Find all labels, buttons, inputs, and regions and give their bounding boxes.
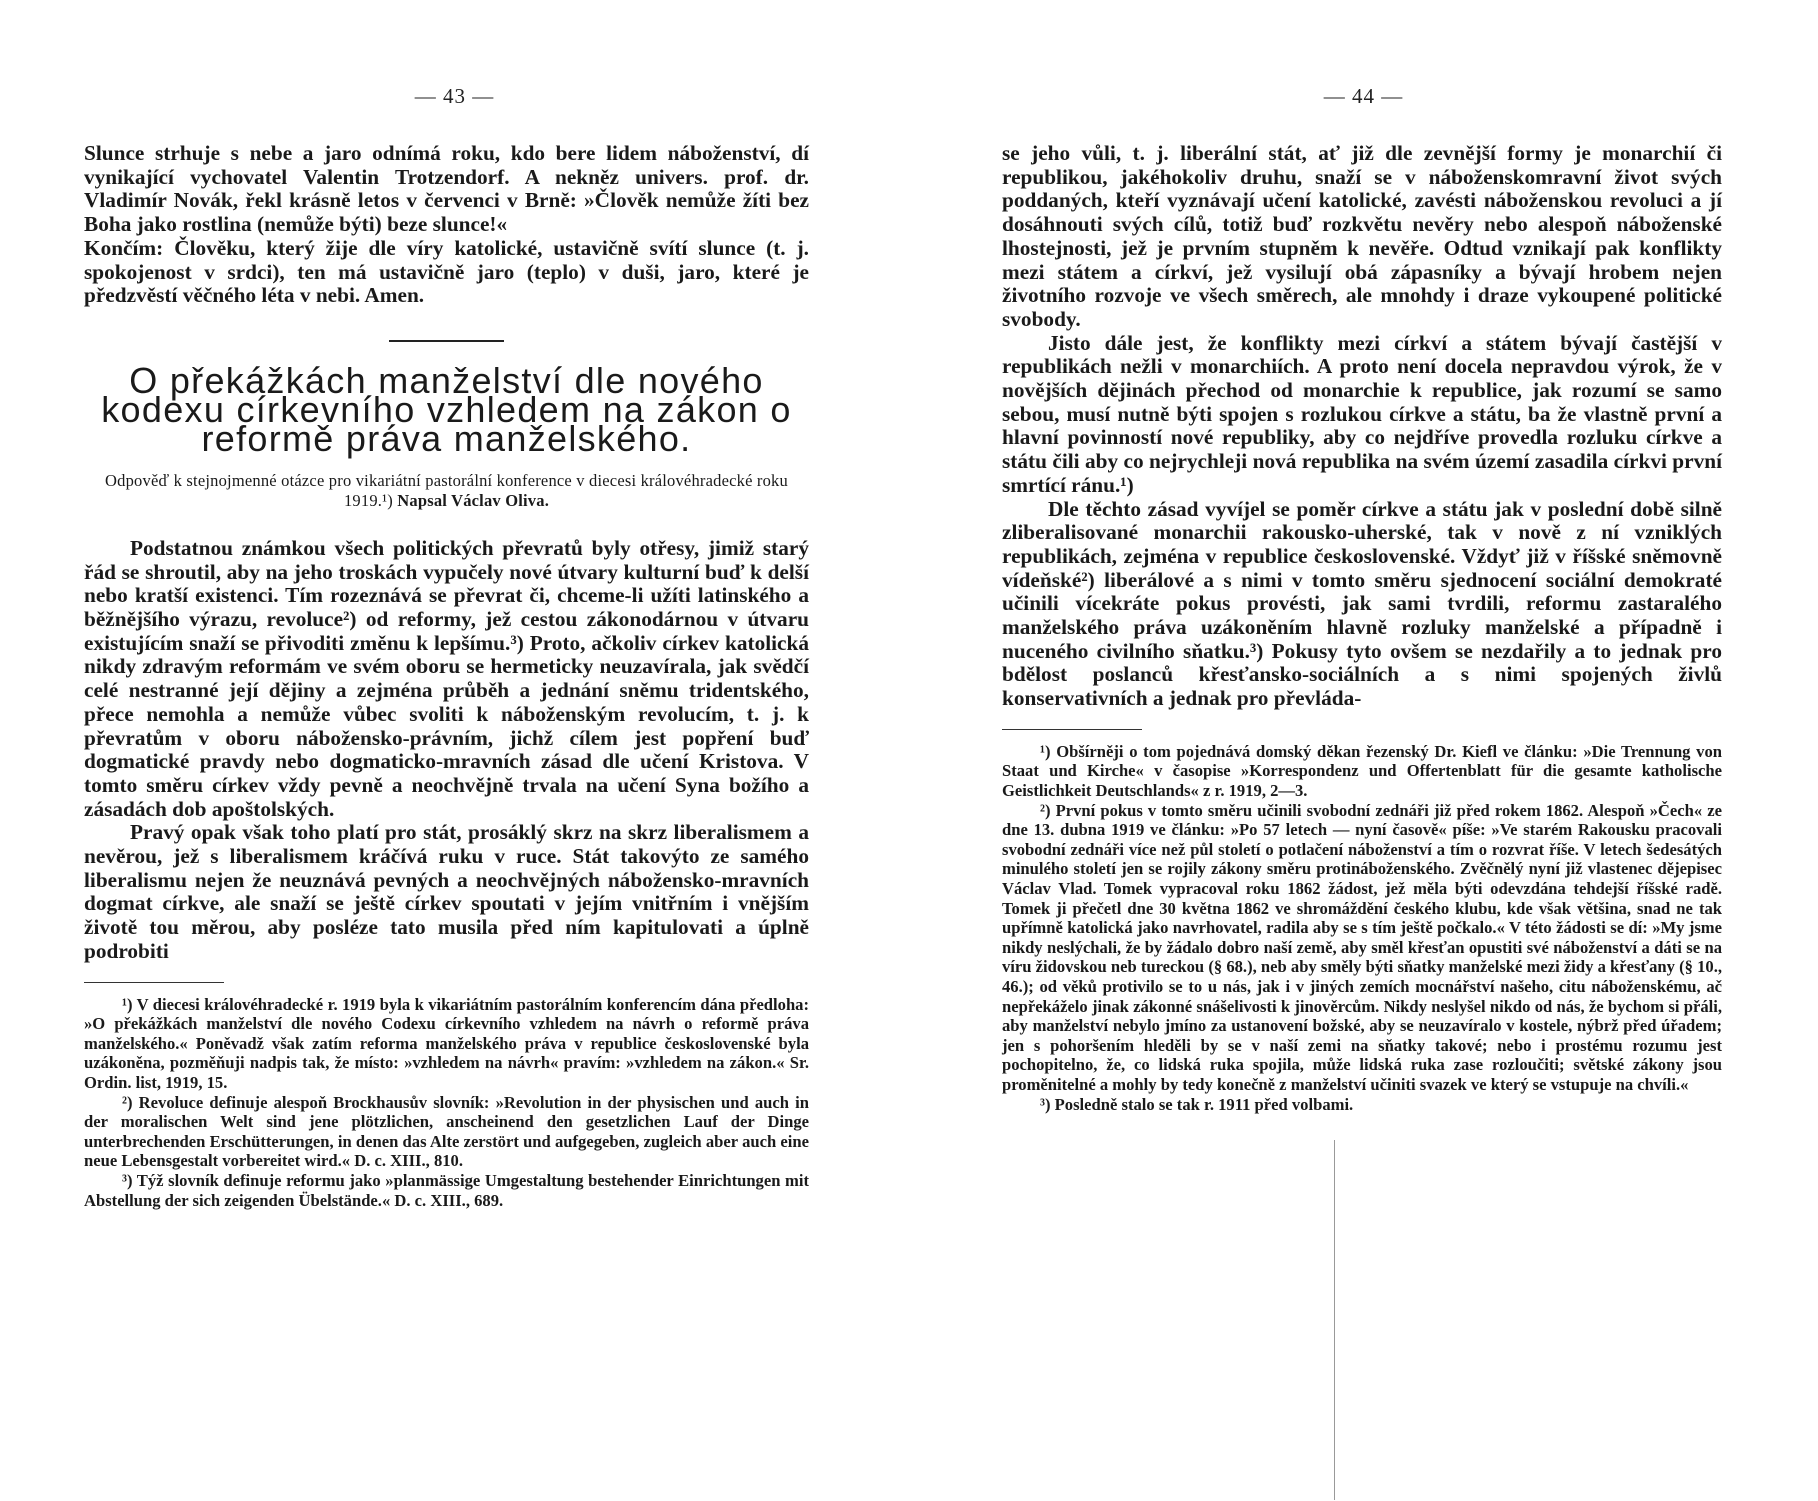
article-author: Napsal Václav Oliva. — [397, 490, 550, 510]
body-paragraph: Dle těchto zásad vyvíjel se poměr církve a státu jak v poslední době silně zliberalisované monarchii rakousko-uherské, tak v nově z ní vzniklých republikách, zejména v republice československé. Vždyť již v říšské sněmovně vídeňské²) liberálové a s nimi v tomto směru sjednocení sociální demokraté učinili vícekráte pokus provésti, jak sami tvrdili, reformu zastaralého manželského práva uzákoněním hlavně rozluky manželské a případně i nuceného civilního sňatku.³) Pokusy tyto ovšem se nezdařily a to jednak pro bdělost poslanců křesťansko-sociálních a s nimi spojených živlů konservativních a jednak pro převláda- — [1002, 496, 1722, 711]
body-paragraph: se jeho vůli, t. j. liberální stát, ať již dle zevnější formy je monarchií či republikou, jakéhokoliv druhu, snaží se v náboženskomravní život svých poddaných, kteří vyznávají učení katolické, zavésti náboženskou revoluci a jí dosáhnouti svých cílů, totiž buď rozkvětu nevěry nebo alespoň náboženské lhostejnosti, jež je prvním stupněm k nevěře. Odtud vznikají pak konflikty mezi státem a církví, jež vysilují obá zápasníky a bývají hrobem nejen životního rozvoje ve všech směrech, ale mnohdy i draze vykoupené politické svobody. — [1002, 141, 1722, 331]
intro-paragraph: Slunce strhuje s nebe a jaro odnímá roku, kdo bere lidem náboženství, dí vynikající vychovatel Valentin Trotzendorf. A nekněz univers. prof. dr. Vladimír Novák, řekl krásně letos v červenci v Brně: »Člověk nemůže žíti bez Boha jako rostlina (nemůže býti) beze slunce!« — [84, 141, 809, 237]
article-paragraph: Pravý opak však toho platí pro stát, prosáklý skrz na skrz liberalismem a nevěrou, jež s liberalismem kráčívá ruku v ruce. Stát takovýto ze samého liberalismu nejen že neuznává pevných a neochvějných nábožensko-mravních dogmat církve, ale snaží se ještě církev spoutati v jejím vnitřním i vnějším životě tou měrou, aby posléze tato musila před ním kapitulovati a úplně podrobiti — [84, 820, 809, 963]
footnote: ¹) V diecesi královéhradecké r. 1919 byla k vikariátním pastorálním konferencím dána předloha: »O překážkách manželství dle nového Codexu církevního vzhledem na návrh o reformě práva manželského.« Poněvadž však zatím reforma manželského práva v republice československé byla uzákoněna, pozměňuji nadpis tak, že místo: »vzhledem na návrh« pravím: »vzhledem na zákon.« Sr. Ordin. list, 1919, 15. — [84, 994, 809, 1092]
article-paragraph: Podstatnou známkou všech politických převratů byly otřesy, jimiž starý řád se shroutil, aby na jeho troskách vypučely nové útvary kulturní buď k delší nebo kratší existenci. Tím rozeznává se převrat či, chceme-li užíti latinského a běžnějšího výrazu, revoluce²) od reformy, jež cestou zákonodárnou v útvaru existujícím snaží se přivoditi změnu k lepšímu.³) Proto, ačkoliv církev katolická nikdy zdravým reformám ve svém oboru se hermeticky neuzavírala, jak svědčí celé nestranné její dějiny a zejména průběh a jednání sněmu tridentského, přece nemohla a nemůže vůbec svoliti k náboženským revolucím, t. j. k převratům v oboru nábožensko-právním, jichž cílem jest popření buď dogmatické pravdy nebo dogmaticko-mravních zásad dle učení Kristova. V tomto směru církev vždy pevně a neochvějně trvala na učení Syna božího a zásadách dob apoštolských. — [84, 535, 809, 821]
intro-paragraph: Končím: Člověku, který žije dle víry katolické, ustavičně svítí slunce (t. j. spokojenost v srdci), ten má ustavičně jaro (teplo) v duši, jaro, které je předzvěstí věčného léta v nebi. Amen. — [84, 235, 809, 308]
footnote: ¹) Obšírněji o tom pojednává domský děkan řezenský Dr. Kiefl ve článku: »Die Trennung von Staat und Kirche« v časopise »Korrespondenz und Offertenblatt für die gesamte katholische Geistlichkeit Deutschlands« z r. 1919, 2—3. — [1002, 741, 1722, 801]
article-subtitle — [84, 471, 809, 511]
page-gutter-line — [1334, 1140, 1335, 1500]
footnotes-left — [84, 982, 809, 1211]
footnote-separator — [84, 982, 224, 983]
right-page — [909, 0, 1818, 1501]
article-title: O překážkách manželství dle nového kodexu církevního vzhledem na zákon o reformě práva manželského. — [101, 359, 792, 459]
footnotes-right — [1002, 729, 1722, 1114]
page-number-right: — 44 — — [1323, 84, 1404, 108]
section-divider — [389, 340, 504, 342]
left-page-content — [0, 142, 909, 1210]
body-paragraph: Jisto dále jest, že konflikty mezi církví a státem bývají častější v republikách nežli v monarchiích. A proto není docela nepravdou výrok, že v novějších dějinách přechod od monarchie k republice, jak rozumí se samo sebou, musí nutně býti spojen s rozlukou církve a státu, ba že vlastně první a hlavní povinností nové republiky, aby co nejdříve provedla rozluku církve a státu čili aby co nejrychleji nová republika na svém území zasadila církvi první smrtící ránu.¹) — [1002, 330, 1722, 497]
footnote: ³) Týž slovník definuje reformu jako »planmässige Umgestaltung bestehender Einrichtungen mit Abstellung der sich zeigenden Übelstände.« D. c. XIII., 689. — [84, 1170, 809, 1210]
footnote: ³) Posledně stalo se tak r. 1911 před volbami. — [1040, 1094, 1354, 1114]
page-number-left: — 43 — — [414, 84, 495, 108]
right-page-content — [909, 142, 1818, 1114]
footnote-separator — [1002, 729, 1142, 730]
footnote: ²) Revoluce definuje alespoň Brockhausův slovník: »Revolution in der physischen und auch in der moralischen Welt sind jene plötzlichen, anscheinend den gesetzlichen Lauf der Dinge unterbrechenden Erschütterungen, in denen das Alte zerstört und aufgegeben, zugleich aber auch eine neue Lebensgestalt vorbereitet wird.« D. c. XIII., 810. — [84, 1092, 809, 1171]
footnote: ²) První pokus v tomto směru učinili svobodní zednáři již před rokem 1862. Alespoň »Čech« ze dne 13. dubna 1919 ve článku: »Po 57 letech — nyní časově« píše: »Ve starém Rakousku pracovali svobodní zednáři více než půl století o potlačení náboženství a tím o rozvrat říše. V letech šedesátých minulého století jen se rojily zákony směru protináboženského. Zvěčnělý nyní již vlastenec dějepisec Václav Vlad. Tomek vypracoval roku 1862 žádost, jež měla býti odevzdána tehdejší říšské radě. Tomek ji přečetl dne 30 května 1862 ve shromáždění českého klubu, kde však většina, snad ne tak upřímně katolická jako navrhovatel, radila aby se s tím ještě počkalo.« V této žádosti se dí: »My jsme nikdy neslýchali, že by žádalo dobro naší země, aby směl křesťan opustiti své náboženství a dáti se na víru židovskou neb tureckou (§ 68.), neb aby směly býti sňatky manželské mezi židy a křesťany (§ 10., 46.); od věků protivilo se to u nás, jak i v jiných zemích mocnářství našeho, citu náboženskému, ač nepřekáželo jinak zákonné snášelivosti k jinověrcům. Nikdy neslyšel nikdo od nás, že bychom si přáli, aby manželství nebylo jmíno za ustanovení božské, aby se neuzavíralo v kostele, nýbrž před úřadem; jen s pohoršením hleděli by se v naší zemi na sňatky takové; nebo i prostému rozumu jest pochopitelno, že, co lidská ruka spojila, může lidská ruka zase rozloučiti; světské zákony jsou proměnitelné a mohly by tedy konečně z manželství učiniti svazek ve který se vstupuje na chvíli.« — [1002, 800, 1722, 1094]
article-subtitle-text: Odpověď k stejnojmenné otázce pro vikariátní pastorální konference v diecesi královéhradecké roku 1919.¹) — [105, 470, 788, 510]
